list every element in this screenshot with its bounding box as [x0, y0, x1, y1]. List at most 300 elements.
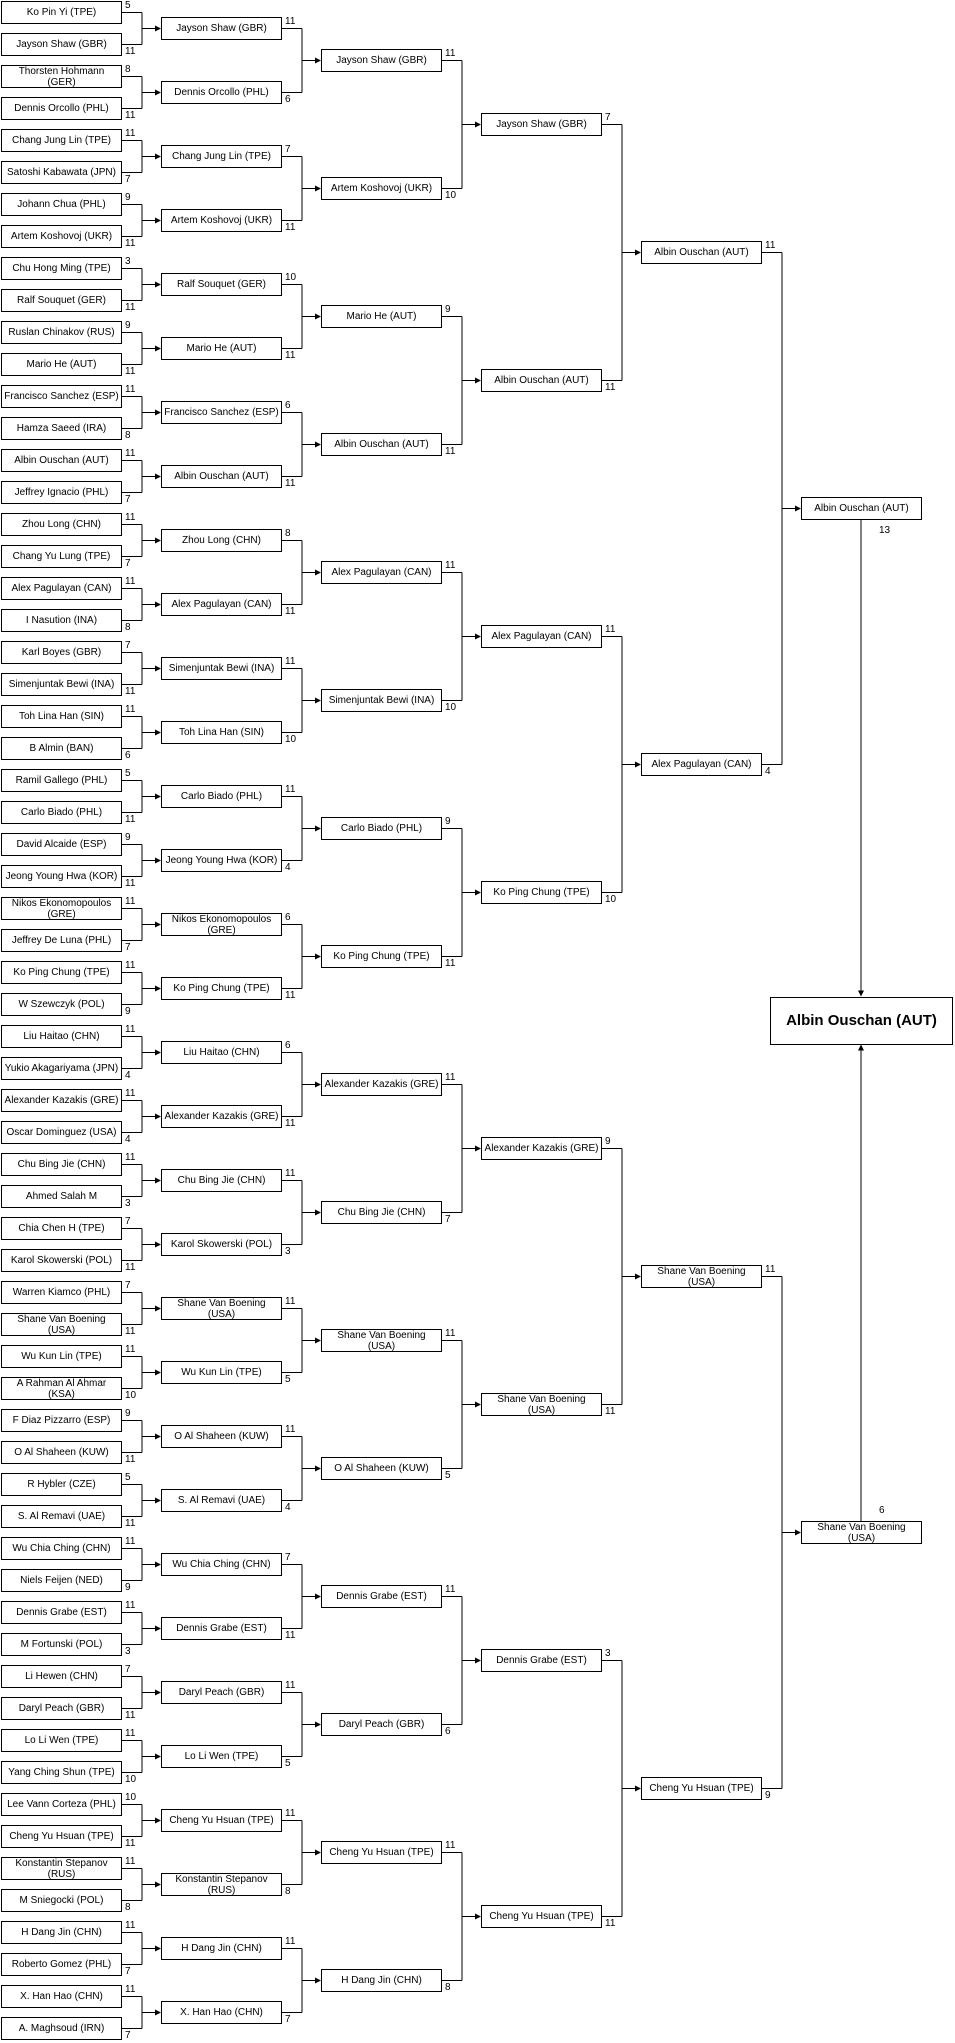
- player-name: Simenjuntak Bewi (INA): [328, 695, 435, 706]
- player-name: B Almin (BAN): [29, 743, 94, 754]
- player-name: A. Maghsoud (IRN): [18, 2023, 105, 2034]
- player-score: 5: [125, 0, 131, 11]
- player-box: [1, 97, 122, 120]
- player-score: 8: [125, 621, 131, 633]
- player-box: [161, 2001, 282, 2024]
- player-score: 6: [285, 1039, 291, 1051]
- player-box: [321, 1585, 442, 1608]
- player-box: [641, 241, 762, 264]
- player-box: [1, 1825, 122, 1848]
- player-box: [481, 369, 602, 392]
- player-score: 6: [125, 749, 131, 761]
- player-score: 9: [125, 1581, 131, 1593]
- player-box: [801, 497, 922, 520]
- player-score: 6: [445, 1725, 451, 1737]
- player-name: Chu Hong Ming (TPE): [12, 263, 111, 274]
- player-score: 11: [445, 1327, 456, 1339]
- player-box: [321, 817, 442, 840]
- player-score: 10: [125, 1791, 137, 1803]
- player-score: 11: [285, 1935, 296, 1947]
- player-name: Artem Koshovoj (UKR): [170, 215, 273, 226]
- player-name: Ko Ping Chung (TPE): [13, 967, 110, 978]
- player-score: 11: [285, 15, 296, 27]
- player-score: 11: [125, 127, 136, 139]
- player-box: [1, 1025, 122, 1048]
- player-name: Konstantin Stepanov (RUS): [15, 1857, 108, 1880]
- player-name: Chu Bing Jie (CHN): [17, 1159, 106, 1170]
- player-score: 7: [125, 1663, 131, 1675]
- player-score: 11: [125, 1837, 136, 1849]
- player-score: 11: [125, 1727, 136, 1739]
- player-name: Chang Yu Lung (TPE): [12, 551, 111, 562]
- player-name: Dennis Orcollo (PHL): [14, 103, 109, 114]
- player-name: Liu Haitao (CHN): [23, 1031, 100, 1042]
- player-score: 6: [285, 93, 291, 105]
- player-name: Satoshi Kabawata (JPN): [7, 167, 116, 178]
- player-name: Jayson Shaw (GBR): [176, 23, 267, 34]
- player-score: 5: [445, 1469, 451, 1481]
- player-score: 10: [285, 271, 297, 283]
- player-box: [1, 961, 122, 984]
- player-score: 11: [285, 1167, 296, 1179]
- player-name: Alexander Kazakis (GRE): [4, 1095, 119, 1106]
- player-name: A Rahman Al Ahmar (KSA): [16, 1377, 107, 1400]
- player-box: [161, 1425, 282, 1448]
- player-name: Hamza Saeed (IRA): [16, 423, 107, 434]
- player-score: 8: [285, 527, 291, 539]
- player-name: Ralf Souquet (GER): [17, 295, 106, 306]
- player-name: Nikos Ekonomopoulos (GRE): [11, 897, 112, 920]
- player-score: 9: [765, 1789, 771, 1801]
- player-name: Alex Pagulayan (CAN): [11, 583, 112, 594]
- player-box: [161, 1297, 282, 1320]
- player-score: 8: [285, 1885, 291, 1897]
- player-box: [161, 849, 282, 872]
- player-box: [1, 33, 122, 56]
- player-score: 7: [125, 1965, 131, 1977]
- player-name: Alex Pagulayan (CAN): [491, 631, 592, 642]
- player-box: [1, 1409, 122, 1432]
- player-score: 13: [879, 524, 891, 536]
- player-score: 10: [125, 1773, 137, 1785]
- player-box: [161, 465, 282, 488]
- player-box: [1, 1121, 122, 1144]
- player-name: Jeffrey De Luna (PHL): [11, 935, 112, 946]
- player-box: [321, 1073, 442, 1096]
- player-score: 11: [125, 1855, 136, 1867]
- player-score: 11: [605, 623, 616, 635]
- player-name: O Al Shaheen (KUW): [334, 1463, 429, 1474]
- player-score: 6: [285, 911, 291, 923]
- player-score: 11: [125, 45, 136, 57]
- player-box: [321, 1969, 442, 1992]
- player-name: Carlo Biado (PHL): [340, 823, 423, 834]
- player-score: 11: [285, 477, 296, 489]
- player-score: 6: [285, 399, 291, 411]
- player-name: Warren Kiamco (PHL): [12, 1287, 111, 1298]
- player-box: [161, 593, 282, 616]
- player-name: Chang Jung Lin (TPE): [172, 151, 271, 162]
- player-box: [481, 1393, 602, 1416]
- player-box: [321, 177, 442, 200]
- player-score: 11: [765, 239, 776, 251]
- player-box: [1, 609, 122, 632]
- player-name: Yang Ching Shun (TPE): [8, 1767, 115, 1778]
- player-score: 9: [445, 303, 451, 315]
- player-name: Albin Ouschan (AUT): [174, 471, 269, 482]
- player-score: 11: [605, 1917, 616, 1929]
- player-box: [1, 1185, 122, 1208]
- player-score: 11: [285, 1117, 296, 1129]
- player-name: Li Hewen (CHN): [25, 1671, 98, 1682]
- player-box: [1, 1729, 122, 1752]
- player-box: [1, 577, 122, 600]
- player-box: [321, 305, 442, 328]
- player-box: [641, 1265, 762, 1288]
- player-name: Ko Ping Chung (TPE): [173, 983, 270, 994]
- player-score: 11: [445, 1583, 456, 1595]
- player-box: [1, 673, 122, 696]
- player-box: [1, 1889, 122, 1912]
- player-name: X. Han Hao (CHN): [180, 2007, 263, 2018]
- player-name: Dennis Orcollo (PHL): [174, 87, 269, 98]
- player-box: [161, 1233, 282, 1256]
- player-name: Oscar Dominguez (USA): [6, 1127, 117, 1138]
- player-name: Chia Chen H (TPE): [18, 1223, 105, 1234]
- player-score: 11: [285, 349, 296, 361]
- player-name: Konstantin Stepanov (RUS): [175, 1873, 268, 1896]
- player-box: [1, 1057, 122, 1080]
- player-box: [161, 1809, 282, 1832]
- player-score: 11: [285, 1295, 296, 1307]
- player-name: Chu Bing Jie (CHN): [337, 1207, 426, 1218]
- player-score: 11: [125, 301, 136, 313]
- player-name: Liu Haitao (CHN): [183, 1047, 260, 1058]
- player-name: Artem Koshovoj (UKR): [10, 231, 113, 242]
- player-name: Albin Ouschan (AUT): [654, 247, 749, 258]
- player-box: [1, 1313, 122, 1336]
- player-name: R Hybler (CZE): [27, 1479, 96, 1490]
- player-score: 7: [125, 1279, 131, 1291]
- player-score: 11: [125, 109, 136, 121]
- player-box: [1, 161, 122, 184]
- player-name: Alexander Kazakis (GRE): [324, 1079, 439, 1090]
- player-score: 11: [125, 1343, 136, 1355]
- player-box: [1, 737, 122, 760]
- player-box: [161, 1553, 282, 1576]
- player-score: 9: [605, 1135, 611, 1147]
- player-box: [481, 1649, 602, 1672]
- player-name: Toh Lina Han (SIN): [18, 711, 105, 722]
- player-name: Albin Ouschan (AUT): [14, 455, 109, 466]
- player-name: Jeong Young Hwa (KOR): [165, 855, 278, 866]
- player-name: Mario He (AUT): [346, 311, 417, 322]
- player-box: [481, 1905, 602, 1928]
- player-score: 11: [605, 1405, 616, 1417]
- player-name: Shane Van Boening (USA): [177, 1297, 266, 1320]
- player-score: 9: [445, 815, 451, 827]
- player-name: Albin Ouschan (AUT): [334, 439, 429, 450]
- player-score: 4: [285, 861, 291, 873]
- player-score: 8: [445, 1981, 451, 1993]
- player-box: [1, 1537, 122, 1560]
- player-box: [1, 1281, 122, 1304]
- player-name: Ahmed Salah M: [25, 1191, 98, 1202]
- player-name: Simenjuntak Bewi (INA): [168, 663, 275, 674]
- player-score: 11: [445, 1839, 456, 1851]
- player-name: H Dang Jin (CHN): [181, 1943, 262, 1954]
- player-box: [321, 689, 442, 712]
- player-score: 11: [285, 989, 296, 1001]
- player-name: Wu Kun Lin (TPE): [181, 1367, 262, 1378]
- player-score: 11: [125, 1983, 136, 1995]
- player-name: H Dang Jin (CHN): [21, 1927, 102, 1938]
- player-box: [161, 785, 282, 808]
- player-score: 10: [285, 733, 297, 745]
- player-name: Johann Chua (PHL): [17, 199, 106, 210]
- player-box: [161, 17, 282, 40]
- player-box: [1, 417, 122, 440]
- player-name: Ruslan Chinakov (RUS): [8, 327, 115, 338]
- player-score: 7: [285, 143, 291, 155]
- player-name: Alex Pagulayan (CAN): [651, 759, 752, 770]
- player-score: 7: [125, 173, 131, 185]
- player-box: [161, 1105, 282, 1128]
- player-score: 11: [445, 1071, 456, 1083]
- player-box: [1, 513, 122, 536]
- player-name: Cheng Yu Hsuan (TPE): [489, 1911, 594, 1922]
- player-box: [321, 1329, 442, 1352]
- player-box: [321, 1201, 442, 1224]
- player-box: [1, 1, 122, 24]
- player-box: [1, 1569, 122, 1592]
- player-name: Wu Chia Ching (CHN): [172, 1559, 271, 1570]
- player-name: Zhou Long (CHN): [22, 519, 101, 530]
- player-box: [161, 913, 282, 936]
- player-name: Cheng Yu Hsuan (TPE): [329, 1847, 434, 1858]
- player-score: 3: [605, 1647, 611, 1659]
- player-score: 11: [605, 381, 616, 393]
- player-box: [1, 1761, 122, 1784]
- player-box: [641, 753, 762, 776]
- player-score: 11: [445, 559, 456, 571]
- player-box: [1, 1697, 122, 1720]
- player-name: Francisco Sanchez (ESP): [4, 391, 119, 402]
- player-box: [161, 81, 282, 104]
- player-score: 7: [285, 2013, 291, 2025]
- player-score: 11: [125, 703, 136, 715]
- player-score: 11: [285, 1423, 296, 1435]
- player-name: Daryl Peach (GBR): [18, 1703, 105, 1714]
- player-name: H Dang Jin (CHN): [341, 1975, 422, 1986]
- player-name: Alexander Kazakis (GRE): [164, 1111, 279, 1122]
- player-box: [1, 929, 122, 952]
- player-name: Jayson Shaw (GBR): [16, 39, 107, 50]
- player-score: 11: [125, 685, 136, 697]
- player-box: [161, 1681, 282, 1704]
- player-score: 11: [125, 1517, 136, 1529]
- player-name: O Al Shaheen (KUW): [14, 1447, 109, 1458]
- player-score: 7: [125, 941, 131, 953]
- player-score: 11: [125, 1919, 136, 1931]
- player-box: [1, 641, 122, 664]
- player-name: Shane Van Boening (USA): [657, 1265, 746, 1288]
- player-score: 9: [125, 831, 131, 843]
- player-name: S. Al Remavi (UAE): [17, 1511, 106, 1522]
- player-score: 11: [125, 1087, 136, 1099]
- player-box: [1, 545, 122, 568]
- player-box: [1, 801, 122, 824]
- player-score: 11: [125, 1453, 136, 1465]
- player-score: 7: [445, 1213, 451, 1225]
- player-score: 11: [125, 1261, 136, 1273]
- player-score: 11: [445, 47, 456, 59]
- player-name: Artem Koshovoj (UKR): [330, 183, 433, 194]
- player-name: Karol Skowerski (POL): [170, 1239, 273, 1250]
- player-name: Karl Boyes (GBR): [21, 647, 102, 658]
- player-name: Alex Pagulayan (CAN): [171, 599, 272, 610]
- player-score: 4: [125, 1133, 131, 1145]
- player-name: Yukio Akagariyama (JPN): [4, 1063, 119, 1074]
- player-score: 11: [125, 1325, 136, 1337]
- player-box: [1, 2017, 122, 2040]
- player-name: Daryl Peach (GBR): [338, 1719, 425, 1730]
- player-score: 11: [765, 1263, 776, 1275]
- player-score: 3: [125, 255, 131, 267]
- player-name: Carlo Biado (PHL): [20, 807, 103, 818]
- player-box: [161, 1617, 282, 1640]
- player-name: Cheng Yu Hsuan (TPE): [649, 1783, 754, 1794]
- player-name: S. Al Remavi (UAE): [177, 1495, 266, 1506]
- player-score: 11: [445, 957, 456, 969]
- player-box: [321, 49, 442, 72]
- player-score: 7: [285, 1551, 291, 1563]
- player-score: 11: [125, 813, 136, 825]
- player-name: Carlo Biado (PHL): [180, 791, 263, 802]
- player-score: 9: [125, 319, 131, 331]
- player-score: 11: [125, 575, 136, 587]
- player-box: [321, 945, 442, 968]
- player-box: [1, 1665, 122, 1688]
- player-score: 8: [125, 63, 131, 75]
- player-name: Ko Ping Chung (TPE): [493, 887, 590, 898]
- player-score: 4: [125, 1069, 131, 1081]
- player-box: [161, 337, 282, 360]
- arrow-head-icon: [858, 1045, 864, 1051]
- player-name: Karol Skowerski (POL): [10, 1255, 113, 1266]
- player-score: 8: [125, 429, 131, 441]
- player-box: [1, 1441, 122, 1464]
- player-name: Dennis Grabe (EST): [176, 1623, 267, 1634]
- player-box: [1, 1857, 122, 1880]
- player-score: 11: [125, 959, 136, 971]
- player-score: 11: [125, 1151, 136, 1163]
- player-box: [1, 897, 122, 920]
- player-score: 7: [125, 2029, 131, 2041]
- player-box: [161, 209, 282, 232]
- player-box: [1, 833, 122, 856]
- player-score: 11: [445, 445, 456, 457]
- player-name: Ko Pin Yi (TPE): [26, 7, 97, 18]
- player-score: 10: [125, 1389, 137, 1401]
- player-score: 9: [125, 191, 131, 203]
- player-score: 11: [285, 1807, 296, 1819]
- player-box: [481, 625, 602, 648]
- player-score: 11: [285, 1629, 296, 1641]
- player-box: [1, 1505, 122, 1528]
- player-box: [1, 289, 122, 312]
- player-name: Jeffrey Ignacio (PHL): [14, 487, 109, 498]
- player-name: Wu Chia Ching (CHN): [12, 1543, 111, 1554]
- player-name: Lee Vann Corteza (PHL): [7, 1799, 116, 1810]
- player-score: 11: [285, 605, 296, 617]
- player-name: Dennis Grabe (EST): [16, 1607, 107, 1618]
- player-score: 4: [285, 1501, 291, 1513]
- player-score: 3: [125, 1645, 131, 1657]
- player-box: [161, 1745, 282, 1768]
- player-box: [161, 657, 282, 680]
- player-score: 11: [125, 1709, 136, 1721]
- player-name: Lo Li Wen (TPE): [184, 1751, 259, 1762]
- player-name: Dennis Grabe (EST): [336, 1591, 427, 1602]
- player-name: X. Han Hao (CHN): [20, 1991, 103, 2002]
- player-score: 11: [125, 365, 136, 377]
- player-score: 7: [125, 1215, 131, 1227]
- player-box: [1, 1953, 122, 1976]
- player-score: 7: [125, 639, 131, 651]
- player-box: [161, 1873, 282, 1896]
- player-box: [1, 1217, 122, 1240]
- player-name: Simenjuntak Bewi (INA): [8, 679, 115, 690]
- player-score: 6: [879, 1504, 885, 1516]
- player-box: [161, 1937, 282, 1960]
- player-score: 5: [285, 1757, 291, 1769]
- player-box: [161, 721, 282, 744]
- player-score: 11: [285, 783, 296, 795]
- player-box: [1, 1793, 122, 1816]
- player-box: [1, 769, 122, 792]
- player-score: 11: [285, 655, 296, 667]
- player-score: 11: [125, 1599, 136, 1611]
- player-name: Albin Ouschan (AUT): [494, 375, 589, 386]
- player-name: Shane Van Boening (USA): [497, 1393, 586, 1416]
- player-box: [641, 1777, 762, 1800]
- player-box: [1, 225, 122, 248]
- player-box: [1, 1473, 122, 1496]
- player-name: Cheng Yu Hsuan (TPE): [169, 1815, 274, 1826]
- player-score: 10: [445, 701, 457, 713]
- player-name: Zhou Long (CHN): [182, 535, 261, 546]
- player-score: 11: [125, 237, 136, 249]
- player-box: [1, 385, 122, 408]
- player-score: 11: [125, 877, 136, 889]
- player-box: [481, 881, 602, 904]
- player-name: M Sniegocki (POL): [19, 1895, 104, 1906]
- player-box: [1, 129, 122, 152]
- player-name: Francisco Sanchez (ESP): [164, 407, 279, 418]
- player-name: Albin Ouschan (AUT): [814, 503, 909, 514]
- player-score: 7: [125, 557, 131, 569]
- player-name: Jeong Young Hwa (KOR): [5, 871, 118, 882]
- player-name: W Szewczyk (POL): [18, 999, 105, 1010]
- player-score: 4: [765, 765, 771, 777]
- player-box: [161, 401, 282, 424]
- player-box: [161, 145, 282, 168]
- player-box: [1, 353, 122, 376]
- player-name: Shane Van Boening (USA): [17, 1313, 106, 1336]
- player-score: 3: [125, 1197, 131, 1209]
- player-score: 9: [125, 1005, 131, 1017]
